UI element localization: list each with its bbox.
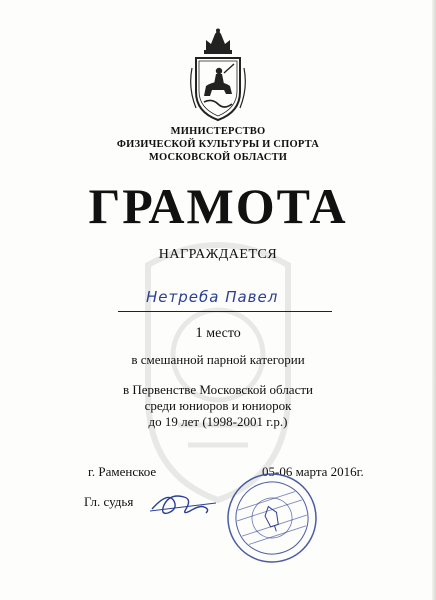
place-number: 1 bbox=[195, 325, 203, 341]
moscow-oblast-emblem-icon bbox=[188, 28, 248, 124]
category-text: в смешанной парной категории bbox=[131, 352, 305, 367]
awarded-label: НАГРАЖДАЕТСЯ bbox=[158, 247, 278, 262]
judge-signature-icon bbox=[148, 487, 218, 523]
name-underline bbox=[118, 311, 332, 312]
event-line-1: в Первенстве Московской области bbox=[122, 382, 313, 397]
recipient-name: Нетреба Павел bbox=[146, 288, 279, 306]
place-line bbox=[0, 325, 436, 342]
judge-label: Гл. судья bbox=[84, 494, 134, 509]
ministry-line-1: МИНИСТЕРСТВО bbox=[170, 126, 266, 137]
city-text: г. Раменское bbox=[88, 464, 157, 479]
dates-text: 05-06 марта 2016г. bbox=[262, 464, 364, 479]
event-line-2: среди юниоров и юниорок bbox=[144, 398, 292, 413]
ministry-line-3: МОСКОВСКОЙ ОБЛАСТИ bbox=[148, 152, 288, 163]
event-line-3: до 19 лет (1998-2001 г.р.) bbox=[148, 414, 288, 429]
scan-edge-shadow bbox=[432, 0, 436, 600]
place-word: место bbox=[206, 326, 241, 341]
certificate-title: ГРАМОТА bbox=[88, 178, 348, 234]
ministry-line-2: ФИЗИЧЕСКОЙ КУЛЬТУРЫ И СПОРТА bbox=[116, 139, 320, 150]
official-stamp-icon bbox=[224, 470, 320, 566]
